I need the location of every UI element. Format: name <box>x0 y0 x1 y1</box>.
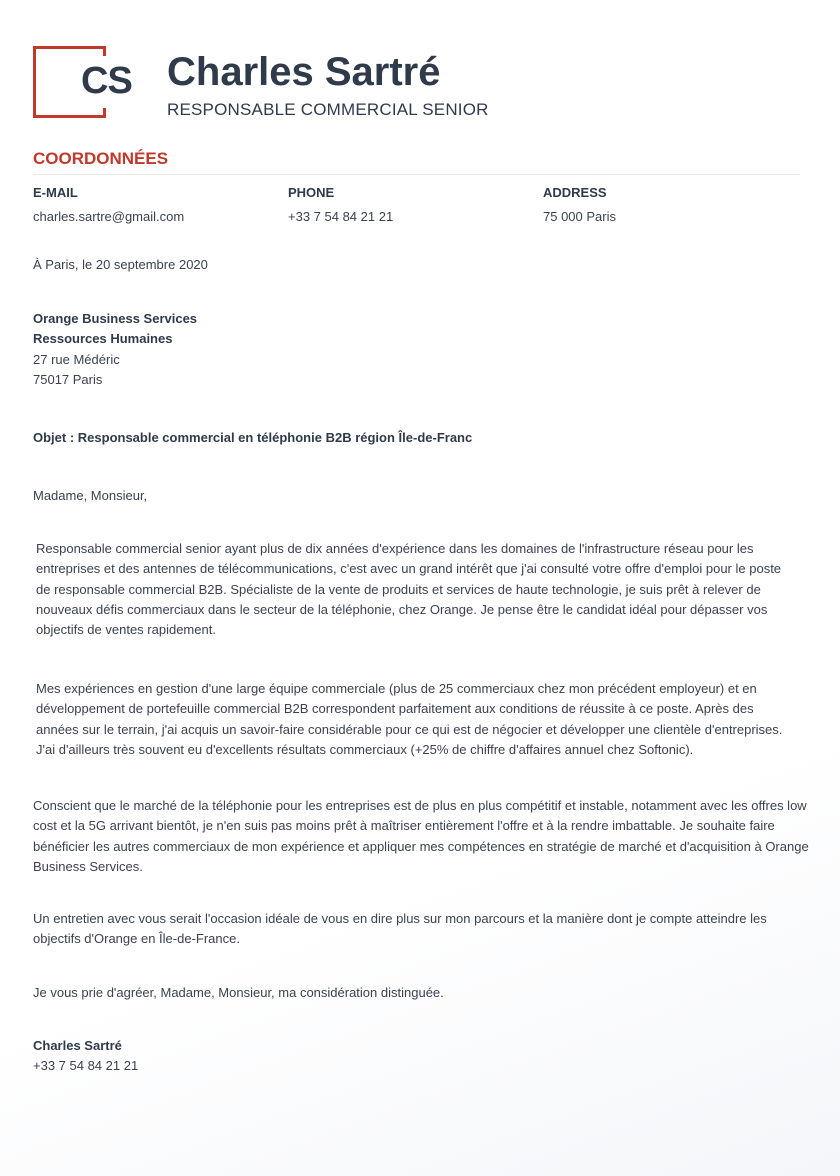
letter-paragraph-2: Mes expériences en gestion d'une large équipe commerciale (plus de 25 commerciaux chez mon précédent employeur) et en développement de portefeuille commercial B2B correspondent parfaitement aux conditions de réussite à ce poste. Après des années sur le terrain, j'ai acquis un savoir-faire considérable pour ce qui est de négocier et développer une clientèle d'entreprises. J'ai d'ailleurs très souvent eu d'excellents résultats commerciaux (+25% de chiffre d'affaires annuel chez Softonic). <box>36 681 783 757</box>
letter-closing: Je vous prie d'agréer, Madame, Monsieur, ma considération distinguée. <box>33 985 444 1000</box>
section-divider <box>33 174 800 175</box>
contact-section-title: COORDONNÉES <box>33 149 169 168</box>
logo-initials: CS <box>81 60 132 102</box>
job-title: RESPONSABLE COMMERCIAL SENIOR <box>167 100 489 119</box>
address-value: 75 000 Paris <box>543 209 616 224</box>
signature-phone: +33 7 54 84 21 21 <box>33 1058 139 1074</box>
letter-salutation: Madame, Monsieur, <box>33 488 148 503</box>
letter-date: À Paris, le 20 septembre 2020 <box>33 257 208 272</box>
recipient-street: 27 rue Médéric <box>33 351 120 367</box>
signature-block <box>33 1036 138 1077</box>
letter-paragraph-1: Responsable commercial senior ayant plus de dix années d'expérience dans les domaines de l'infrastructure réseau pour les entreprises et des antennes de télécommunications, c'est avec un grand intérêt que j'ai consulté votre offre d'emploi pour le poste de responsable commercial B2B. Spécialiste de la vente de produits et services de haute technologie, je suis prêt à relever de nouveaux défis commerciaux dans le secteur de la téléphonie, chez Orange. Je pense être le candidat idéal pour dépasser vos objectifs de ventes rapidement. <box>36 541 782 638</box>
contact-address <box>543 185 616 225</box>
letter-paragraph-4: Un entretien avec vous serait l'occasion idéale de vous en dire plus sur mon parcours et la manière dont je compte atteindre les objectifs d'Orange en Île-de-France. <box>33 911 767 947</box>
address-label: ADDRESS <box>543 185 607 200</box>
recipient-block <box>33 309 197 390</box>
monogram-logo <box>33 46 132 118</box>
recipient-city: 75017 Paris <box>33 371 103 387</box>
recipient-company: Orange Business Services <box>33 311 198 326</box>
phone-value[interactable]: +33 7 54 84 21 21 <box>288 209 394 224</box>
candidate-name: Charles Sartré <box>167 50 441 94</box>
signature-name: Charles Sartré <box>33 1038 122 1053</box>
email-value[interactable]: charles.sartre@gmail.com <box>33 209 185 224</box>
contact-phone <box>288 185 393 225</box>
letter-paragraph-3: Conscient que le marché de la téléphonie pour les entreprises est de plus en plus compétitif et instable, notamment avec les offres low cost et la 5G arrivant bientôt, je n'en suis pas moins prêt à maîtriser entièrement l'offre et à la rendre imbattable. Je souhaite faire bénéficier les autres commerciaux de mon expérience et appliquer mes compétences en stratégie de marché et d'acquisition à Orange Business Services. <box>33 798 809 874</box>
contact-email <box>33 185 184 225</box>
recipient-department: Ressources Humaines <box>33 331 173 347</box>
phone-label: PHONE <box>288 185 335 200</box>
email-label: E-MAIL <box>33 185 78 200</box>
letter-subject: Objet : Responsable commercial en téléphonie B2B région Île-de-Franc <box>33 430 473 445</box>
